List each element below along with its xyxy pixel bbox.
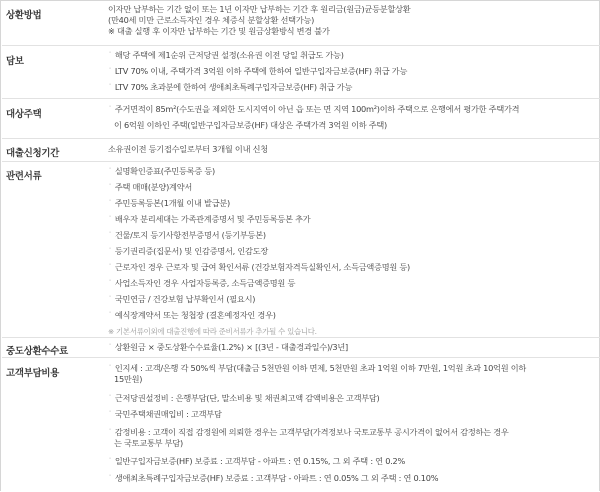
bullet-icon: ˙ — [108, 214, 112, 224]
bullet-icon: ˙ — [108, 473, 112, 483]
list-item: ˙ 예식장계약서 또는 청첩장 (결혼예정자인 경우) — [108, 310, 276, 320]
bullet-icon: ˙ — [108, 393, 112, 403]
list-item: ˙ 사업소득자인 경우 사업자등록증, 소득금액증명원 등 — [108, 278, 296, 288]
list-item-continuation: 는 국토교통부 부담) — [114, 438, 183, 448]
bullet-icon: ˙ — [108, 278, 112, 288]
bullet-icon: ˙ — [108, 246, 112, 256]
list-item: ˙ LTV 70% 이내, 주택가격 3억원 이하 주택에 한하여 일반구입자금보증(HF) 취급 가능 — [108, 66, 408, 76]
list-item: ˙ 배우자 분리세대는 가족관계증명서 및 주민등록등본 추가 — [108, 214, 311, 224]
table-row-prepayment-fee — [2, 337, 600, 358]
list-item: ˙ 주택 매매(분양)계약서 — [108, 182, 193, 192]
documents-footnote: ※ 기본서류이외에 대출진행에 따라 준비서류가 추가될 수 있습니다. — [108, 327, 317, 336]
bullet-icon: ˙ — [108, 198, 112, 208]
bullet-icon: ˙ — [108, 262, 112, 272]
list-item: ˙ 해당 주택에 제1순위 근저당권 설정(소유권 이전 당일 취급도 가능) — [108, 50, 344, 60]
list-item: ˙ 주민등록등본(1개월 이내 발급분) — [108, 198, 230, 208]
table-row-eligible-housing — [2, 98, 600, 139]
bullet-icon: ˙ — [108, 342, 112, 352]
list-item: ˙ 생애최초특례구입자금보증(HF) 보증료 : 고객부담 - 아파트 : 연 0.05% 그 외 주택 : 연 0.10% — [108, 473, 439, 483]
bullet-icon: ˙ — [108, 294, 112, 304]
table-row-required-documents — [2, 161, 600, 338]
table-row-application-period — [2, 138, 600, 162]
list-item: ˙ 국민주택채권매입비 : 고객부담 — [108, 409, 222, 419]
bullet-icon: ˙ — [108, 50, 112, 60]
list-item: ˙ 건물/토지 등기사항전부증명서 (등기부등본) — [108, 230, 266, 240]
list-item: ˙ 근로자인 경우 근로자 및 급여 확인서류 (건강보험자격득실확인서, 소득금액증명원 등) — [108, 262, 410, 272]
row-label: 고객부담비용 — [6, 368, 60, 379]
list-item: ˙ 감정비용 : 고객이 직접 감정원에 의뢰한 경우는 고객부담(가격정보나 국토교통부 공시가격이 없어서 감정하는 경우 — [108, 427, 509, 437]
application-period-text: 소유권이전 등기접수일로부터 3개월 이내 신청 — [108, 144, 268, 154]
bullet-icon: ˙ — [108, 166, 112, 176]
list-item: ˙ 등기권리증(집문서) 및 인감증명서, 인감도장 — [108, 246, 269, 256]
repayment-line: (만40세 미만 근로소득자인 경우 체증식 분할상환 선택가능) — [108, 15, 315, 25]
bullet-icon: ˙ — [108, 82, 112, 92]
bullet-icon: ˙ — [108, 66, 112, 76]
row-label: 상환방법 — [6, 10, 42, 21]
list-item: ˙ 인지세 : 고객/은행 각 50%씩 부담(대출금 5천만원 이하 면제, 5천만원 초과 1억원 이하 7만원, 1억원 초과 10억원 이하 — [108, 363, 527, 373]
list-item-continuation: 15만원) — [114, 374, 143, 384]
list-item-continuation: 이 6억원 이하인 주택(일반구입자금보증(HF) 대상은 주택가격 3억원 이하 주택) — [114, 120, 387, 130]
repayment-line: 이자만 납부하는 기간 없이 또는 1년 이자만 납부하는 기간 후 원리금(원금)균등분할상환 — [108, 4, 411, 14]
list-item: ˙ 상환원금 × 중도상환수수료율(1.2%) × [(3년 - 대출경과일수)/3년] — [108, 342, 348, 352]
list-item: ˙ LTV 70% 초과분에 한하여 생애최초특례구입자금보증(HF) 취급 가능 — [108, 82, 353, 92]
bullet-icon: ˙ — [108, 427, 112, 437]
table-row-customer-costs — [2, 357, 600, 492]
list-item: ˙ 일반구입자금보증(HF) 보증료 : 고객부담 - 아파트 : 연 0.15%, 그 외 주택 : 연 0.2% — [108, 456, 405, 466]
bullet-icon: ˙ — [108, 456, 112, 466]
bullet-icon: ˙ — [108, 310, 112, 320]
list-item: ˙ 근저당권설정비 : 은행부담(단, 말소비용 및 채권최고액 감액비용은 고객부담) — [108, 393, 380, 403]
row-label: 중도상환수수료 — [6, 346, 68, 357]
row-label: 담보 — [6, 56, 24, 67]
bullet-icon: ˙ — [108, 363, 112, 373]
bullet-icon: ˙ — [108, 230, 112, 240]
bullet-icon: ˙ — [108, 409, 112, 419]
list-item: ˙ 실명확인증표(주민등록증 등) — [108, 166, 215, 176]
repayment-note: ※ 대출 실행 후 이자만 납부하는 기간 및 원금상환방식 변경 불가 — [108, 26, 330, 36]
table-row-collateral — [2, 45, 600, 99]
list-item: ˙ 주거면적이 85m²(수도권을 제외한 도시지역이 아닌 읍 또는 면 지역 100m²)이하 주택으로 은행에서 평가한 주택가격 — [108, 104, 520, 114]
bullet-icon: ˙ — [108, 104, 112, 114]
row-label: 대출신청기간 — [6, 148, 60, 159]
row-label: 대상주택 — [6, 109, 42, 120]
table-row-repayment-method — [2, 1, 600, 45]
bullet-icon: ˙ — [108, 182, 112, 192]
list-item: ˙ 국민연금 / 건강보험 납부확인서 (필요시) — [108, 294, 256, 304]
row-label: 관련서류 — [6, 171, 42, 182]
